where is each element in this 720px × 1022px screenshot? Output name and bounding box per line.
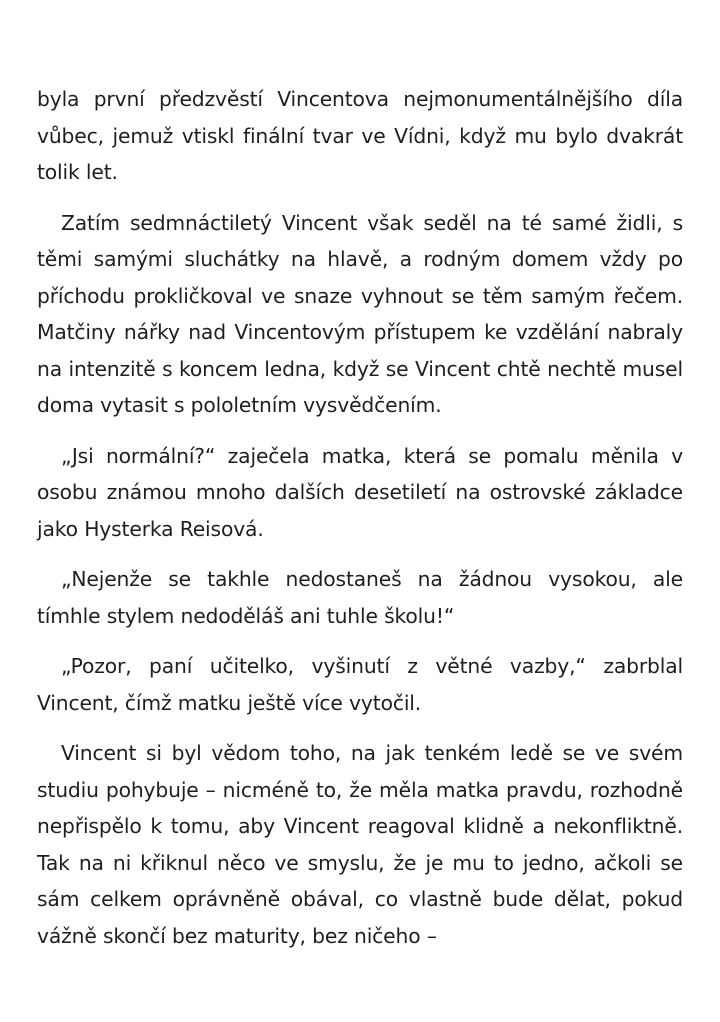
paragraph-2: Zatím sedmnáctiletý Vincent však seděl na té samé židli, s těmi samými sluchátky na hlavě, a rodným domem vždy po příchodu prokličkoval ve snaze vyhnout se těm samým řečem. Matčiny nářky nad Vincentovým přístupem ke vzdělání nabraly na intenzitě s koncem ledna, když se Vincent chtě nechtě musel doma vytasit s pololetním vysvědčením. xyxy=(37,210,683,417)
paragraph-4: „Nejenže se takhle nedostaneš na žádnou vysokou, ale tímhle stylem nedoděláš ani tuhle školu!“ xyxy=(37,567,683,628)
paragraph-5: „Pozor, paní učitelko, vyšinutí z větné vazby,“ zabrblal Vincent, čímž matku ještě více vytočil. xyxy=(37,654,683,715)
paragraph-6: Vincent si byl vědom toho, na jak tenkém ledě se ve svém studiu pohybuje – nicméně to, že měla matka pravdu, rozhodně nepřispělo k tomu, aby Vincent reagoval klidně a nekonfliktně. Tak na ni křiknul něco ve smyslu, že je mu to jedno, ačkoli se sám celkem oprávněně obával, co vlastně bude dělat, pokud vážně skončí bez maturity, bez ničeho – xyxy=(37,741,683,948)
paragraph-3: „Jsi normální?“ zaječela matka, která se pomalu měnila v osobu známou mnoho dalších desetiletí na ostrovské základce jako Hysterka Reisová. xyxy=(37,443,683,541)
paragraph-1: byla první předzvěstí Vincentova nejmonumentálnějšího díla vůbec, jemuž vtiskl finální tvar ve Vídni, když mu bylo dvakrát tolik let. xyxy=(37,87,683,184)
book-page xyxy=(37,81,683,968)
